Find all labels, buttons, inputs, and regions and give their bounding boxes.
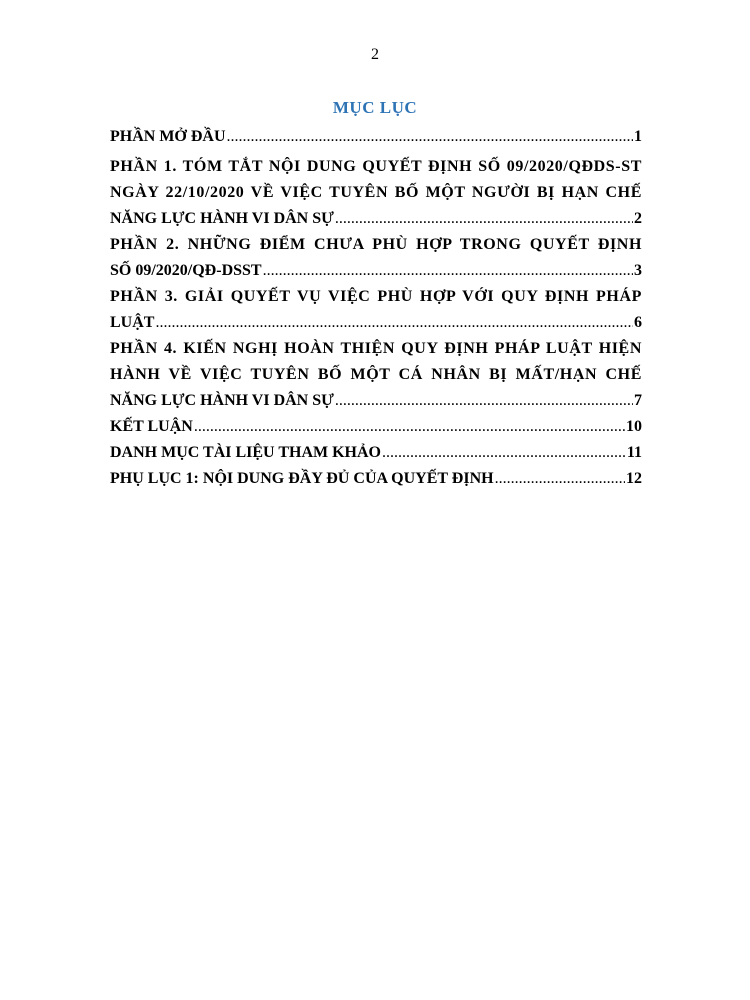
dot-leader	[335, 206, 633, 232]
toc-entry-page: 2	[634, 210, 642, 227]
toc-entry-part-4[interactable]	[110, 336, 642, 414]
toc-entry-line	[110, 258, 642, 284]
toc-entry-title-line: PHẦN 2. NHỮNG ĐIỂM CHƯA PHÙ HỢP TRONG QUYẾT ĐỊNH	[110, 236, 642, 253]
toc-entry-line	[110, 310, 642, 336]
dot-leader	[155, 310, 633, 336]
dot-leader	[382, 440, 626, 466]
dot-leader	[263, 258, 633, 284]
toc-entry-title: KẾT LUẬN	[110, 418, 193, 435]
toc-entry-line	[110, 466, 642, 492]
toc-entry-title-line: HÀNH VỀ VIỆC TUYÊN BỐ MỘT CÁ NHÂN BỊ MẤT/HẠN CHẾ	[110, 366, 642, 383]
dot-leader	[194, 414, 625, 440]
toc-entry-title: LUẬT	[110, 314, 155, 331]
toc-entry-page: 3	[634, 262, 642, 279]
toc-entry-references[interactable]	[110, 440, 642, 466]
toc-entry-title-line: PHẦN 4. KIẾN NGHỊ HOÀN THIỆN QUY ĐỊNH PHÁP LUẬT HIỆN	[110, 340, 642, 357]
toc-entry-title: DANH MỤC TÀI LIỆU THAM KHẢO	[110, 444, 381, 461]
toc-entry-page: 10	[626, 418, 642, 435]
toc-entry-appendix-1[interactable]	[110, 466, 642, 492]
toc-entry-page: 7	[634, 392, 642, 409]
toc-entry-conclusion[interactable]	[110, 414, 642, 440]
toc-entry-part-2[interactable]	[110, 232, 642, 284]
table-of-contents	[110, 124, 642, 492]
toc-entry-page: 12	[626, 470, 642, 487]
toc-entry-line	[110, 440, 642, 466]
toc-entry-title-line: NGÀY 22/10/2020 VỀ VIỆC TUYÊN BỐ MỘT NGƯỜI BỊ HẠN CHẾ	[110, 184, 642, 201]
toc-entry-page: 11	[626, 444, 642, 461]
toc-entry-title-line: PHẦN 1. TÓM TẮT NỘI DUNG QUYẾT ĐỊNH SỐ 09/2020/QĐDS-ST	[110, 158, 642, 175]
page-number: 2	[371, 46, 379, 63]
toc-entry-opening[interactable]	[110, 124, 642, 150]
toc-entry-page: 1	[634, 128, 642, 145]
toc-entry-title: PHẦN MỞ ĐẦU	[110, 128, 226, 145]
toc-entry-title-line: PHẦN 3. GIẢI QUYẾT VỤ VIỆC PHÙ HỢP VỚI QUY ĐỊNH PHÁP	[110, 288, 642, 305]
toc-entry-title: NĂNG LỰC HÀNH VI DÂN SỰ	[110, 210, 334, 227]
toc-entry-line	[110, 414, 642, 440]
toc-entry-part-3[interactable]	[110, 284, 642, 336]
toc-entry-title: PHỤ LỤC 1: NỘI DUNG ĐẦY ĐỦ CỦA QUYẾT ĐỊNH	[110, 470, 494, 487]
toc-entry-title: SỐ 09/2020/QĐ-DSST	[110, 262, 262, 279]
dot-leader	[335, 388, 633, 414]
toc-entry-page: 6	[634, 314, 642, 331]
toc-entry-line	[110, 124, 642, 150]
toc-title: MỤC LỤC	[332, 98, 418, 117]
dot-leader	[495, 466, 625, 492]
toc-entry-line	[110, 388, 642, 414]
dot-leader	[227, 124, 633, 150]
toc-entry-line	[110, 206, 642, 232]
toc-entry-part-1[interactable]	[110, 154, 642, 232]
toc-entry-title: NĂNG LỰC HÀNH VI DÂN SỰ	[110, 392, 334, 409]
